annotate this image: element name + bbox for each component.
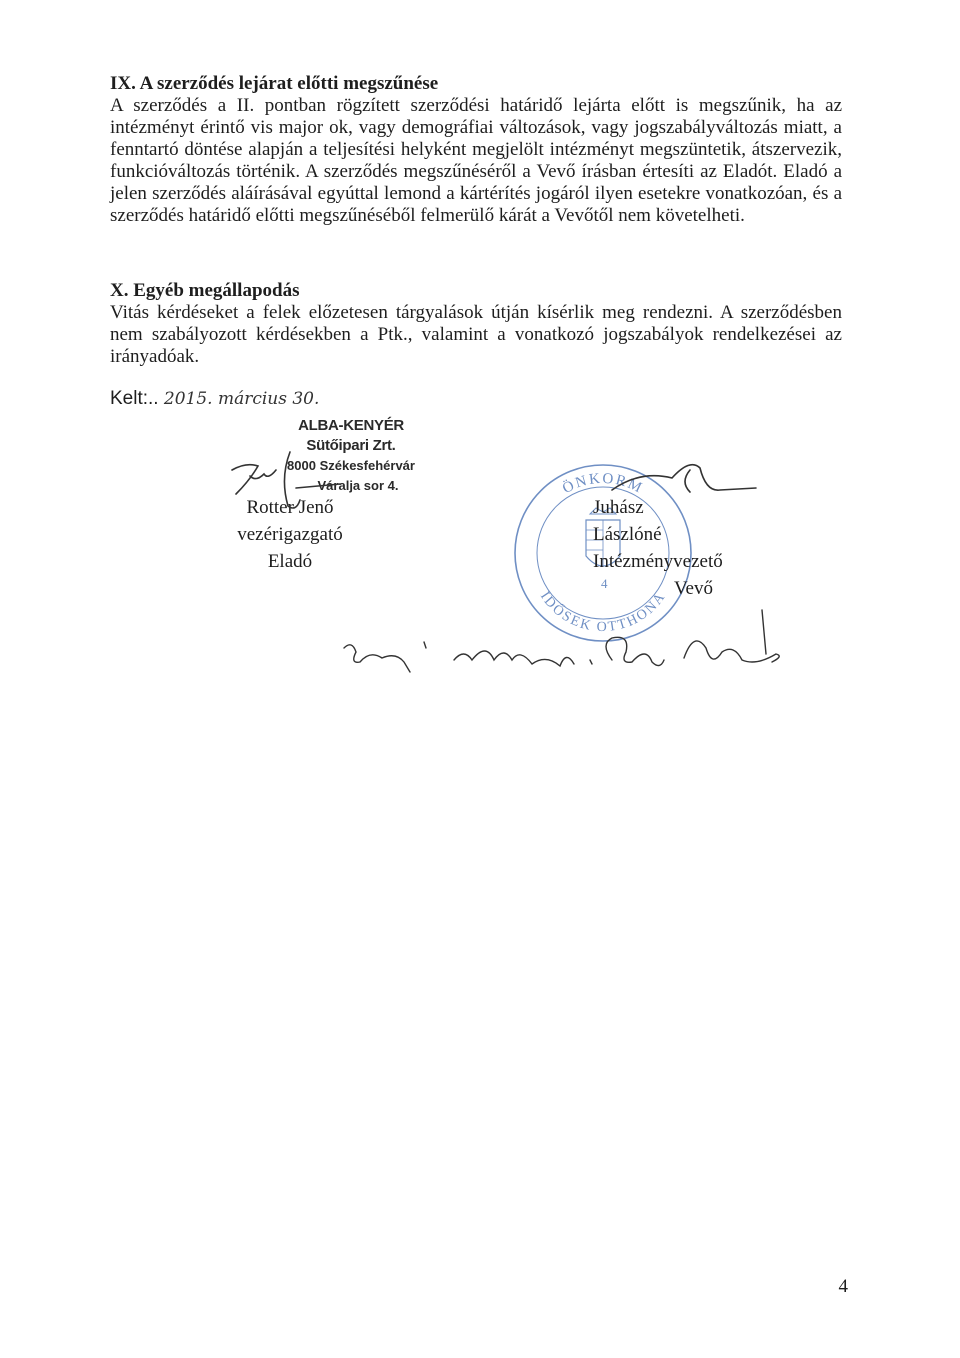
seller-stamp-company: ALBA-KENYÉR Sütőipari Zrt. — [298, 417, 404, 454]
date-label: Kelt: — [110, 388, 149, 409]
seller-role: Eladó — [267, 551, 313, 572]
date-dots: .. — [148, 388, 159, 409]
stamp-top-text: ÖNKORM — [560, 470, 646, 498]
section-10-heading: X. Egyéb megállapodás — [110, 280, 300, 301]
countersign-handwriting — [344, 610, 779, 672]
buyer-handwritten-signature — [612, 465, 756, 492]
stamp-bottom-text: IDŐSEK OTTHONA — [536, 589, 670, 636]
handwritten-date: 2015. március 30. — [163, 389, 320, 409]
buyer-title: Intézményvezető — [593, 551, 723, 572]
section-10-body: Vitás kérdéseket a felek előzetesen tárgyalások útján kísérlik meg rendezni. A szerződésben nem szabályozott kérdésekben a Ptk., valamint a vonatkozó jogszabályok rendelkezései az irányadóak. — [110, 302, 842, 367]
seller-handwritten-signature — [232, 452, 340, 508]
seller-stamp-city: 8000 Székesfehérvár — [287, 458, 415, 473]
buyer-name: Juhász Lászlóné — [593, 497, 662, 545]
seller-stamp-street: Váralja sor 4. — [317, 478, 399, 493]
section-9-body: A szerződés a II. pontban rögzített szerződési határidő lejárta előtt is megszűnik, ha az intézményt érintő vis major ok, vagy demográfiai változások, vagy jogszabályváltozás miatt, a fenntartó döntése alapján a teljesítési helyként megjelölt intézményt megszüntetik, átszervezik, funkcióváltozás történik. A szerződés megszűnéséről a Vevő írásban értesíti az Eladót. Eladó a jelen szerződés aláírásával egyúttal lemond a kártérítés jogáról ilyen esetekre vonatkozóan, és a szerződés határidő előtti megszűnéséből felmerülő kárát a Vevőtől nem követelheti. — [110, 95, 842, 226]
seller-name: Rotter Jenő — [246, 497, 334, 518]
stamp-number: 4 — [601, 576, 608, 591]
section-9-heading: IX. A szerződés lejárat előtti megszűnése — [110, 73, 439, 94]
buyer-role: Vevő — [673, 578, 713, 599]
page-number: 4 — [838, 1276, 848, 1297]
seller-title: vezérigazgató — [237, 524, 343, 545]
